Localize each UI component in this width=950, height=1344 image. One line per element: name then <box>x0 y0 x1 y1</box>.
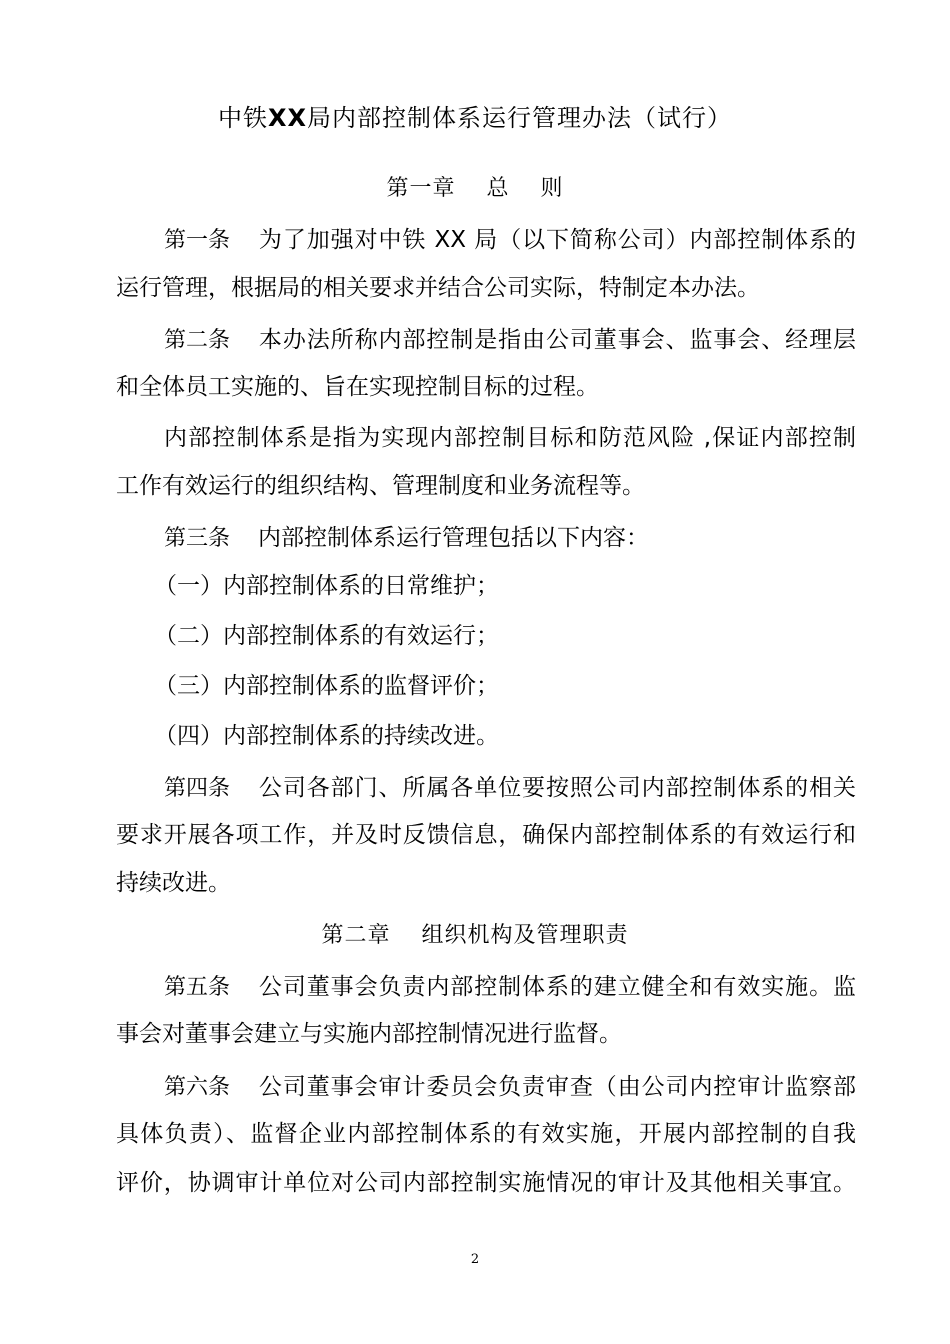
article-5-line-1: 第五条 公司董事会负责内部控制体系的建立健全和有效实施。监 <box>164 967 856 1007</box>
article-5-label: 第五条 <box>164 975 231 1000</box>
article-6-line-2: 具体负责）、监督企业内部控制体系的有效实施，开展内部控制的自我 <box>116 1121 856 1147</box>
chapter-heading-2: 第二章 组织机构及管理职责 <box>321 923 629 948</box>
article-4-line-3: 持续改进。 <box>116 870 231 896</box>
list-item-3: （三）内部控制体系的监督评价； <box>154 673 499 699</box>
title-prefix: 中铁 <box>217 104 268 132</box>
article-3-label: 第三条 <box>164 526 231 551</box>
article-4-line-1: 第四条 公司各部门、所属各单位要按照公司内部控制体系的相关 <box>164 768 856 808</box>
article-4-line-2: 要求开展各项工作，并及时反馈信息，确保内部控制体系的有效运行和 <box>116 822 856 848</box>
list-item-2: （二）内部控制体系的有效运行； <box>154 623 499 649</box>
article-1-label: 第一条 <box>164 228 231 253</box>
title-bold-code: XX <box>267 104 307 132</box>
article-2-label: 第二条 <box>164 328 231 353</box>
article-1-line-1: 第一条 为了加强对中铁 XX 局（以下简称公司）内部控制体系的 <box>164 220 856 260</box>
article-1-line-2: 运行管理，根据局的相关要求并结合公司实际，特制定本办法。 <box>116 275 760 301</box>
chapter-heading-1: 第一章 总 则 <box>386 176 564 201</box>
article-6-line-3: 评价，协调审计单位对公司内部控制实施情况的审计及其他相关事宜。 <box>116 1170 856 1196</box>
article-3-line-1: 第三条 内部控制体系运行管理包括以下内容： <box>164 518 856 558</box>
paragraph-line-1: 内部控制体系是指为实现内部控制目标和防范风险 ,保证内部控制 <box>164 425 856 451</box>
page-number: 2 <box>470 1252 480 1267</box>
article-6-line-1: 第六条 公司董事会审计委员会负责审查（由公司内控审计监察部 <box>164 1067 856 1107</box>
title-suffix: 局内部控制体系运行管理办法（试行） <box>307 104 732 132</box>
list-item-1: （一）内部控制体系的日常维护； <box>154 573 499 599</box>
article-2-line-1: 第二条 本办法所称内部控制是指由公司董事会、监事会、经理层 <box>164 320 856 360</box>
article-5-line-2: 事会对董事会建立与实施内部控制情况进行监督。 <box>116 1021 622 1047</box>
article-4-label: 第四条 <box>164 776 231 801</box>
list-item-4: （四）内部控制体系的持续改进。 <box>154 723 499 749</box>
article-6-label: 第六条 <box>164 1075 231 1100</box>
paragraph-line-2: 工作有效运行的组织结构、管理制度和业务流程等。 <box>116 473 645 499</box>
document-title <box>0 98 950 138</box>
article-2-line-2: 和全体员工实施的、旨在实现控制目标的过程。 <box>116 374 599 400</box>
